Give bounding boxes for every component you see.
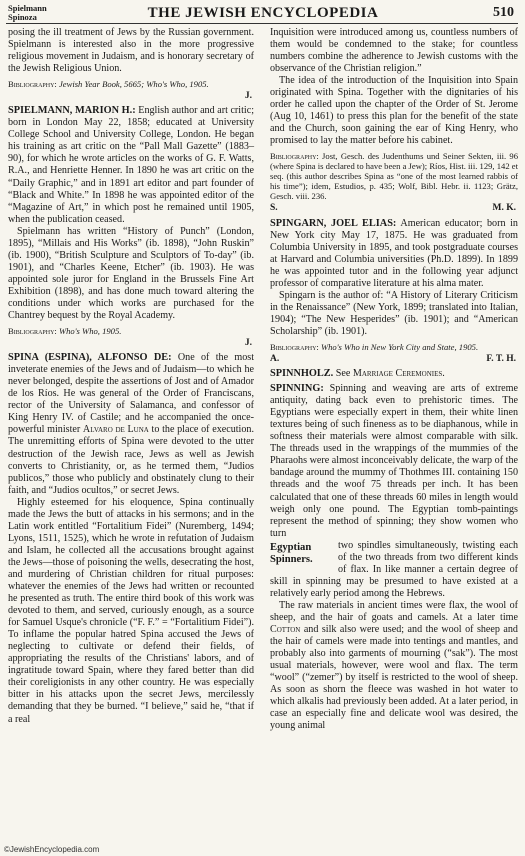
margin-note-line: Spinners. (270, 553, 313, 565)
paragraph (270, 600, 518, 733)
paragraph-text: to the place of execution. The unremitting efforts of Spina were devoted to the utter destruction of the Jewish race, Jews as well as Jewish converts to Christianity, or, as he termed them, “Judios publicos,” those who publicly and obstinately clung to their faith, and “Judios ocultos,” or secret Jews. (8, 424, 254, 496)
signature-left: A. (270, 353, 280, 364)
paragraph-text: English author and art critic; born in London May 22, 1858; educated at University College School and University College, London. He began his training as art critic on the “Pall Mall Gazette” (1883–90), for which he wrote articles on the works of G. F. Watts, R.A., and Henriette Henner. In 1890 he was art critic on the “Daily Graphic,” and in 1891 art editor and part founder of “Black and White.” In 1898 he was appointed editor of the “Magazine of Art,” in which post he remained until 1905, when the publication ceased. (8, 105, 254, 225)
article-spinning (270, 383, 518, 540)
bibliography-label: Bibliography: (270, 341, 319, 352)
headword: SPINGARN, JOEL ELIAS: (270, 217, 397, 229)
paragraph-text: The raw materials in ancient times were flax, the wool of sheep, and the hair of goats and camels. At a later time (270, 599, 518, 623)
header-rule (6, 23, 518, 24)
author-signature: J. (244, 91, 252, 102)
headword: SPINA (ESPINA), ALFONSO DE: (8, 352, 172, 364)
bibliography (8, 79, 254, 89)
bibliography-label: Bibliography: (270, 151, 319, 162)
paragraph-text: Spinning and weaving are arts of extreme antiquity, dating back even to prehistoric times. The Egyptians were especially expert in them, their white linen textures being of such fineness as to be diaphanous, while in softness their materials were almost comparable with silk. The threads used in the wrappings of the mummies of the Pharaohs were almost inconceivably delicate, the warp of the bandage around the mummy of Thothmes III. containing 150 threads and the woof 75 threads per inch. It has been calculated that one of these threads 60 miles in length would weigh only one pound. The Egyptian tomb-paintings represent the method of spinning; they show women who turn (270, 383, 518, 539)
running-head-last: Spinoza (8, 12, 37, 22)
paragraph: Highly esteemed for his eloquence, Spina continually made the Jews the butt of attacks in his sermons; and in the Latin work entitled “Fortalitium Fidei” (Nuremberg, 1494; Lyons, 1511, 1525), which he wrote in refutation of Judaism and Islam, he collected all the accusations brought against the Jews—those of poisoning the wells, desecrating the host, and murdering of Christian children for ritual purposes: whatever the enemies of the Jews had written or recounted he presented as truth. The entire third book of this work was devoted to them, and served, curiously enough, as a source for Samuel Usque's chronicle (“F. F.” = “Fortalitium Fidei”). To inflame the popular hatred Spina accused the Jews of neglecting to cultivate or defend their fields, of appropriating the results of the Christians' labors, and of ingratitude toward Spain, where they fared better than did their coreligionists in any other country. He was especially bitter in his attacks upon the secret Jews, mercilessly demanding that they be burned. “I believe,” said he, “that if a real (8, 496, 254, 725)
bibliography-label: Bibliography: (8, 326, 57, 337)
cross-reference-link[interactable]: Marriage Ceremonies. (352, 368, 445, 380)
headword: SPINNING: (270, 383, 324, 395)
author-signature (270, 202, 518, 214)
paragraph: Spielmann has written “History of Punch” (London, 1895), “Millais and His Works” (ib. 1898), “John Ruskin” (ib. 1900), “British Sculpture and Sculptors of To-day” (ib. 1901), and “Charles Keene, Etcher” (ib. 1903). He was appointed sole juror for England in the Brussels Fine Art Exhibition (1898), and has done much toward altering the conditions under which works are purchased for the Chantrey bequest by the Royal Academy. (8, 225, 254, 322)
cross-reference-link[interactable]: Cotton (270, 624, 301, 636)
signature-left: S. (270, 203, 278, 214)
paragraph: Inquisition were introduced among us, countless numbers of them would be condemned to the stake; for countless numbers combine the adherence to Jewish customs with the observance of the Christian religion.” (270, 27, 518, 75)
running-head-first: Spielmann (8, 3, 47, 13)
headword: SPINNHOLZ. (270, 368, 334, 380)
bibliography-text: Jost, Gesch. des Judenthums und Seiner Sekten, iii. 96 (where Spina is declared to have been a Jew); Ríos, Hist. iii. 129, 142 et seq. (this author describes Spina as “one of the most learned rabbis of his time”); idem, Estudios, p. 435; Wolf, Bibl. Hebr. ii. 1123; Grätz, Gesch. viii. 236. (270, 151, 518, 202)
paragraph-text: American educator; born in New York city May 17, 1875. He was graduated from Columbia University in 1895, and took postgraduate courses at Harvard and Columbia universities (Ph.D. 1899). In 1899 he was appointed tutor and in the following year adjunct professor of comparative literature at his alma mater. (270, 217, 518, 289)
author-signature: J. (244, 338, 252, 349)
author-signature (270, 353, 518, 365)
article-spinnholz (270, 368, 518, 380)
paragraph: posing the ill treatment of Jews by the Russian government. Spielmann is interested also in the more progressive religious movement in Judaism, and is honorary secretary of the Jewish Religious Union. (8, 27, 254, 75)
article-spielmann (8, 105, 254, 225)
margin-note-line: Egyptian (270, 541, 312, 553)
cross-reference-link[interactable]: Alvaro de Luna (82, 424, 149, 436)
article-spina (8, 352, 254, 497)
paragraph-text: One of the most inveterate enemies of the Jews and of Judaism—to which he never belonged, despite the assertions of Jost and of Amador de los Ríos. He was general of the Order of Franciscans, rector of the University of Salamanca, and confessor of King Henry IV. of Castile; and he accompanied the once-powerful minister (8, 352, 254, 436)
bibliography (8, 326, 254, 336)
paragraph-text: and silk also were used; and the wool of sheep and the hair of camels were made into tentings and mantles, and probably also into garments of mourning (“sak”). The most usual materials, however, were wool and flax. The term “wool” (“zemer”) by itself is restricted to the wool of sheep. As soon as shorn the fleece was washed in hot water to which alkalis had previously been added. At a later period, in case an especially fine and delicate wool was desired, the young animal (270, 624, 518, 732)
margin-note (270, 542, 332, 566)
bibliography-text: Jewish Year Book, 5665; Who's Who, 1905. (58, 79, 209, 90)
bibliography-text: Who's Who, 1905. (58, 326, 122, 337)
page-title: THE JEWISH ENCYCLOPEDIA (147, 5, 379, 21)
left-column (8, 27, 254, 726)
paragraph (270, 540, 518, 600)
signature-right: F. T. H. (486, 353, 516, 364)
signature-right: M. K. (492, 203, 516, 214)
article-spingarn (270, 218, 518, 290)
bibliography (270, 151, 518, 201)
site-credit: ©JewishEncyclopedia.com (4, 845, 100, 854)
paragraph-text: See (335, 368, 351, 380)
page-number: 510 (493, 5, 514, 20)
right-column (270, 27, 518, 732)
paragraph: The idea of the introduction of the Inquisition into Spain originated with Spina. Together with the dignitaries of his order he called upon the chapter of the Order of St. Jerome (Aug 10, 1461) to press this plan for the benefit of the state and the Church, soon gaining the ear of King Henry, who promised to lay the matter before his cabinet. (270, 75, 518, 147)
paragraph-text: two spindles simultaneously, twisting each of the two threads from two different kinds of flax. In like manner a certain degree of skill in spinning may be presumed to have existed at a relatively early period among the Hebrews. (270, 539, 518, 599)
paragraph: Spingarn is the author of: “A History of Literary Criticism in the Renaissance” (New York, 1899; translated into Italian, 1904); “The New Hesperides” (ib. 1901); and “American Scholarship” (ib. 1901). (270, 289, 518, 337)
bibliography-label: Bibliography: (8, 79, 57, 90)
headword: SPIELMANN, MARION H.: (8, 105, 136, 117)
bibliography-text: Who's Who in New York City and State, 1905. (320, 341, 479, 352)
bibliography (270, 342, 518, 352)
